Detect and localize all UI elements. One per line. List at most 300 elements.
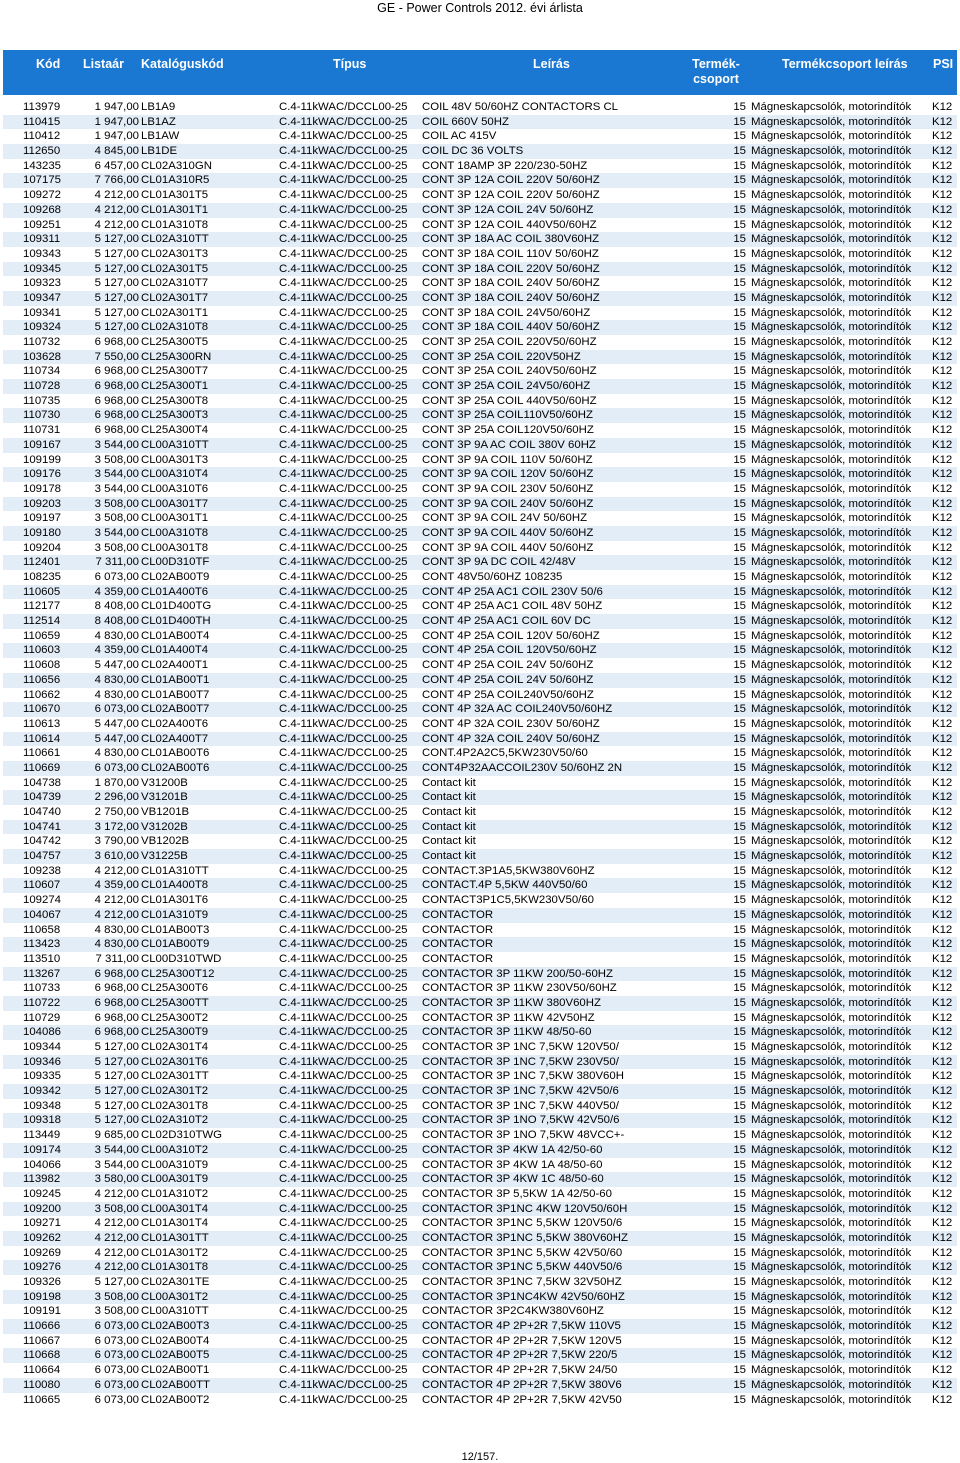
cell-leiras: CONT 3P 25A COIL 240V50/60HZ <box>422 365 597 378</box>
table-row <box>3 335 957 350</box>
table-row <box>3 688 957 703</box>
cell-psi: K12 <box>932 145 953 158</box>
table-row <box>3 1069 957 1084</box>
cell-termekcsoport-leiras: Mágneskapcsolók, motorindítók <box>751 996 912 1009</box>
cell-tipus: C.4-11kWAC/DCCL00-25 <box>279 732 408 745</box>
cell-termekcsoport-leiras: Mágneskapcsolók, motorindítók <box>751 938 912 951</box>
cell-listaar: 4 359,00 <box>94 644 139 657</box>
cell-leiras: CONTACTOR <box>422 938 494 951</box>
cell-termekcsoport: 15 <box>733 923 746 936</box>
cell-termekcsoport-leiras: Mágneskapcsolók, motorindítók <box>751 644 912 657</box>
cell-tipus: C.4-11kWAC/DCCL00-25 <box>279 1041 408 1053</box>
cell-kod: 110666 <box>23 1320 61 1333</box>
cell-katalogus: CL02A310T7 <box>141 277 209 290</box>
cell-leiras: CONTACTOR 3P 1NO 7,5KW 48VCC+- <box>422 1129 625 1142</box>
cell-termekcsoport: 15 <box>733 306 746 319</box>
cell-psi: K12 <box>932 806 953 818</box>
cell-leiras: CONTACTOR 3P 5,5KW 1A 42/50-60 <box>422 1187 612 1200</box>
cell-tipus: C.4-11kWAC/DCCL00-25 <box>279 747 408 760</box>
cell-tipus: C.4-11kWAC/DCCL00-25 <box>279 145 408 158</box>
cell-termekcsoport: 15 <box>733 879 746 892</box>
document-title: GE - Power Controls 2012. évi árlista <box>377 1 583 15</box>
table-row <box>3 1334 957 1349</box>
cell-tipus: C.4-11kWAC/DCCL00-25 <box>279 218 408 231</box>
cell-psi: K12 <box>932 380 953 393</box>
cell-psi: K12 <box>932 1349 953 1362</box>
cell-katalogus: CL25A300T9 <box>141 1026 209 1039</box>
cell-tipus: C.4-11kWAC/DCCL00-25 <box>279 1276 408 1288</box>
cell-termekcsoport-leiras: Mágneskapcsolók, motorindítók <box>751 1334 912 1347</box>
cell-termekcsoport-leiras: Mágneskapcsolók, motorindítók <box>751 1041 912 1053</box>
cell-termekcsoport-leiras: Mágneskapcsolók, motorindítók <box>751 806 912 818</box>
table-row <box>3 218 957 233</box>
cell-termekcsoport: 15 <box>733 380 746 393</box>
cell-katalogus: CL00A310T6 <box>141 482 209 495</box>
cell-listaar: 9 685,00 <box>94 1129 139 1142</box>
cell-tipus: C.4-11kWAC/DCCL00-25 <box>279 130 408 143</box>
cell-tipus: C.4-11kWAC/DCCL00-25 <box>279 1173 408 1186</box>
table-row <box>3 1113 957 1128</box>
table-row <box>3 453 957 468</box>
cell-listaar: 3 508,00 <box>94 1305 139 1318</box>
cell-tipus: C.4-11kWAC/DCCL00-25 <box>279 1393 408 1406</box>
cell-kod: 109269 <box>23 1246 62 1259</box>
cell-termekcsoport: 15 <box>733 482 746 495</box>
cell-listaar: 5 127,00 <box>94 306 139 319</box>
cell-psi: K12 <box>932 879 953 892</box>
table-row <box>3 820 957 835</box>
cell-psi: K12 <box>932 189 953 202</box>
cell-katalogus: VB1201B <box>141 806 190 818</box>
cell-leiras: CONTACTOR 3P 11KW 380V60HZ <box>422 996 601 1009</box>
cell-listaar: 6 968,00 <box>94 967 139 980</box>
cell-katalogus: V31202B <box>141 820 188 833</box>
cell-leiras: COIL 660V 50HZ <box>422 115 509 128</box>
cell-tipus: C.4-11kWAC/DCCL00-25 <box>279 982 408 995</box>
table-row <box>3 262 957 277</box>
cell-leiras: CONT 3P 18A COIL 110V 50/60HZ <box>422 247 599 260</box>
column-header-katalogus: Katalóguskód <box>141 57 224 71</box>
table-row <box>3 247 957 262</box>
cell-tipus: C.4-11kWAC/DCCL00-25 <box>279 850 408 863</box>
cell-termekcsoport-leiras: Mágneskapcsolók, motorindítók <box>751 189 912 202</box>
cell-psi: K12 <box>932 1334 953 1347</box>
cell-termekcsoport-leiras: Mágneskapcsolók, motorindítók <box>751 291 912 304</box>
table-row <box>3 159 957 174</box>
cell-psi: K12 <box>932 747 953 760</box>
cell-kod: 109311 <box>23 233 61 246</box>
cell-kod: 112650 <box>23 145 61 158</box>
cell-psi: K12 <box>932 1231 953 1244</box>
cell-leiras: CONTACTOR 3P 11KW 200/50-60HZ <box>422 967 613 980</box>
cell-termekcsoport: 15 <box>733 644 746 657</box>
cell-listaar: 3 544,00 <box>94 1158 139 1171</box>
cell-leiras: CONTACTOR <box>422 923 494 936</box>
cell-listaar: 5 127,00 <box>94 1099 139 1112</box>
cell-listaar: 3 508,00 <box>94 512 139 525</box>
cell-termekcsoport: 15 <box>733 1114 746 1127</box>
cell-leiras: CONT 4P 25A COIL 24V 50/60HZ <box>422 659 594 672</box>
cell-katalogus: CL01A310T2 <box>141 1187 209 1200</box>
cell-termekcsoport: 15 <box>733 115 746 128</box>
table-row <box>3 541 957 556</box>
table-row <box>3 144 957 159</box>
cell-kod: 110614 <box>23 732 61 745</box>
cell-tipus: C.4-11kWAC/DCCL00-25 <box>279 1305 408 1318</box>
cell-kod: 112177 <box>23 600 61 613</box>
cell-leiras: CONTACTOR 3P 1NC 7,5KW 42V50/6 <box>422 1085 619 1098</box>
cell-termekcsoport: 15 <box>733 776 746 789</box>
cell-termekcsoport: 15 <box>733 1011 746 1024</box>
table-row <box>3 379 957 394</box>
cell-termekcsoport: 15 <box>733 1129 746 1142</box>
cell-katalogus: CL02A301TT <box>141 1070 209 1083</box>
cell-kod: 112514 <box>23 615 61 628</box>
cell-tipus: C.4-11kWAC/DCCL00-25 <box>279 512 408 525</box>
cell-termekcsoport: 15 <box>733 1173 746 1186</box>
cell-termekcsoport-leiras: Mágneskapcsolók, motorindítók <box>751 850 912 863</box>
cell-termekcsoport: 15 <box>733 1026 746 1039</box>
cell-katalogus: LB1AZ <box>141 115 176 128</box>
table-row <box>3 599 957 614</box>
cell-katalogus: CL02A400T7 <box>141 732 209 745</box>
cell-termekcsoport-leiras: Mágneskapcsolók, motorindítók <box>751 1173 912 1186</box>
cell-termekcsoport: 15 <box>733 1041 746 1053</box>
cell-psi: K12 <box>932 908 953 921</box>
cell-listaar: 7 311,00 <box>95 952 139 965</box>
cell-katalogus: CL02A400T6 <box>141 717 209 730</box>
cell-termekcsoport: 15 <box>733 820 746 833</box>
cell-termekcsoport-leiras: Mágneskapcsolók, motorindítók <box>751 556 912 569</box>
cell-psi: K12 <box>932 864 953 877</box>
cell-listaar: 6 968,00 <box>94 365 139 378</box>
cell-psi: K12 <box>932 526 953 539</box>
cell-katalogus: CL00D310TWD <box>141 952 222 965</box>
cell-termekcsoport-leiras: Mágneskapcsolók, motorindítók <box>751 1378 912 1391</box>
cell-termekcsoport-leiras: Mágneskapcsolók, motorindítók <box>751 1246 912 1259</box>
cell-tipus: C.4-11kWAC/DCCL00-25 <box>279 1261 408 1274</box>
cell-kod: 113510 <box>23 952 61 965</box>
cell-termekcsoport: 15 <box>733 1070 746 1083</box>
cell-tipus: C.4-11kWAC/DCCL00-25 <box>279 1378 408 1391</box>
table-row <box>3 511 957 526</box>
cell-kod: 113449 <box>23 1129 61 1142</box>
cell-termekcsoport-leiras: Mágneskapcsolók, motorindítók <box>751 1026 912 1039</box>
cell-tipus: C.4-11kWAC/DCCL00-25 <box>279 321 408 334</box>
cell-tipus: C.4-11kWAC/DCCL00-25 <box>279 629 408 642</box>
cell-termekcsoport-leiras: Mágneskapcsolók, motorindítók <box>751 277 912 290</box>
cell-termekcsoport: 15 <box>733 982 746 995</box>
cell-listaar: 4 830,00 <box>94 629 139 642</box>
cell-kod: 109274 <box>23 894 62 907</box>
cell-psi: K12 <box>932 218 953 231</box>
cell-termekcsoport: 15 <box>733 336 746 348</box>
cell-katalogus: CL01A301T8 <box>141 1261 209 1274</box>
table-row <box>3 1055 957 1070</box>
cell-psi: K12 <box>932 776 953 789</box>
cell-termekcsoport: 15 <box>733 262 746 275</box>
cell-katalogus: CL25A300T5 <box>141 336 209 348</box>
cell-katalogus: CL02A301T4 <box>141 1041 209 1053</box>
cell-psi: K12 <box>932 130 953 143</box>
cell-listaar: 6 968,00 <box>94 336 139 348</box>
cell-leiras: CONT 3P 12A COIL 220V 50/60HZ <box>422 174 600 187</box>
cell-listaar: 4 212,00 <box>94 1217 139 1230</box>
cell-termekcsoport-leiras: Mágneskapcsolók, motorindítók <box>751 1129 912 1142</box>
table-header <box>3 50 957 95</box>
cell-kod: 109345 <box>23 262 62 275</box>
cell-termekcsoport: 15 <box>733 732 746 745</box>
cell-listaar: 6 968,00 <box>94 982 139 995</box>
cell-kod: 109180 <box>23 526 62 539</box>
cell-psi: K12 <box>932 761 953 774</box>
cell-katalogus: V31201B <box>141 791 188 804</box>
cell-leiras: CONT 3P 18A COIL 240V 50/60HZ <box>422 291 600 304</box>
cell-tipus: C.4-11kWAC/DCCL00-25 <box>279 159 408 172</box>
cell-psi: K12 <box>932 1217 953 1230</box>
cell-tipus: C.4-11kWAC/DCCL00-25 <box>279 526 408 539</box>
cell-leiras: CONT 18AMP 3P 220/230-50HZ <box>422 159 588 172</box>
cell-kod: 109272 <box>23 189 62 202</box>
cell-termekcsoport-leiras: Mágneskapcsolók, motorindítók <box>751 380 912 393</box>
cell-termekcsoport: 15 <box>733 747 746 760</box>
table-row <box>3 203 957 218</box>
cell-psi: K12 <box>932 894 953 907</box>
cell-psi: K12 <box>932 820 953 833</box>
cell-psi: K12 <box>932 497 953 510</box>
cell-tipus: C.4-11kWAC/DCCL00-25 <box>279 761 408 774</box>
cell-termekcsoport-leiras: Mágneskapcsolók, motorindítók <box>751 615 912 628</box>
cell-psi: K12 <box>932 1011 953 1024</box>
cell-termekcsoport-leiras: Mágneskapcsolók, motorindítók <box>751 159 912 172</box>
cell-psi: K12 <box>932 1129 953 1142</box>
cell-listaar: 3 544,00 <box>94 1143 139 1156</box>
cell-kod: 110669 <box>23 761 61 774</box>
cell-termekcsoport-leiras: Mágneskapcsolók, motorindítók <box>751 497 912 510</box>
cell-listaar: 8 408,00 <box>94 600 139 613</box>
cell-leiras: Contact kit <box>422 806 476 818</box>
table-row <box>3 306 957 321</box>
cell-listaar: 3 544,00 <box>94 438 139 451</box>
cell-listaar: 3 508,00 <box>94 541 139 554</box>
cell-termekcsoport: 15 <box>733 1158 746 1171</box>
cell-termekcsoport-leiras: Mágneskapcsolók, motorindítók <box>751 1099 912 1112</box>
cell-kod: 104741 <box>23 820 62 833</box>
cell-kod: 110661 <box>23 747 61 760</box>
column-header-leiras: Leírás <box>533 57 570 71</box>
cell-leiras: CONTACTOR 3P1NC 5,5KW 42V50/60 <box>422 1246 623 1259</box>
cell-psi: K12 <box>932 967 953 980</box>
cell-kod: 109198 <box>23 1290 62 1303</box>
cell-tipus: C.4-11kWAC/DCCL00-25 <box>279 585 408 598</box>
cell-termekcsoport: 15 <box>733 468 746 481</box>
table-row <box>3 482 957 497</box>
cell-tipus: C.4-11kWAC/DCCL00-25 <box>279 571 408 583</box>
cell-termekcsoport: 15 <box>733 438 746 451</box>
cell-tipus: C.4-11kWAC/DCCL00-25 <box>279 174 408 187</box>
cell-katalogus: CL00A301T1 <box>141 512 209 525</box>
cell-termekcsoport-leiras: Mágneskapcsolók, motorindítók <box>751 908 912 921</box>
cell-kod: 109197 <box>23 512 62 525</box>
cell-termekcsoport-leiras: Mágneskapcsolók, motorindítók <box>751 482 912 495</box>
cell-termekcsoport-leiras: Mágneskapcsolók, motorindítók <box>751 1290 912 1303</box>
cell-termekcsoport-leiras: Mágneskapcsolók, motorindítók <box>751 1114 912 1127</box>
cell-tipus: C.4-11kWAC/DCCL00-25 <box>279 1320 408 1333</box>
cell-tipus: C.4-11kWAC/DCCL00-25 <box>279 453 408 466</box>
cell-katalogus: CL00A301T9 <box>141 1173 209 1186</box>
cell-termekcsoport-leiras: Mágneskapcsolók, motorindítók <box>751 262 912 275</box>
cell-termekcsoport-leiras: Mágneskapcsolók, motorindítók <box>751 1231 912 1244</box>
cell-psi: K12 <box>932 1320 953 1333</box>
cell-leiras: Contact kit <box>422 820 476 833</box>
table-row <box>3 497 957 512</box>
table-row <box>3 952 957 967</box>
cell-psi: K12 <box>932 541 953 554</box>
cell-listaar: 1 947,00 <box>94 130 139 143</box>
cell-termekcsoport-leiras: Mágneskapcsolók, motorindítók <box>751 1011 912 1024</box>
cell-psi: K12 <box>932 982 953 995</box>
cell-termekcsoport-leiras: Mágneskapcsolók, motorindítók <box>751 982 912 995</box>
cell-katalogus: CL02AB00T6 <box>141 761 210 774</box>
cell-listaar: 3 544,00 <box>94 526 139 539</box>
cell-tipus: C.4-11kWAC/DCCL00-25 <box>279 1070 408 1083</box>
cell-tipus: C.4-11kWAC/DCCL00-25 <box>279 1246 408 1259</box>
cell-psi: K12 <box>932 629 953 642</box>
table-row <box>3 1246 957 1261</box>
cell-psi: K12 <box>932 791 953 804</box>
table-row <box>3 1202 957 1217</box>
cell-kod: 110603 <box>23 644 61 657</box>
cell-termekcsoport-leiras: Mágneskapcsolók, motorindítók <box>751 453 912 466</box>
cell-tipus: C.4-11kWAC/DCCL00-25 <box>279 468 408 481</box>
cell-termekcsoport: 15 <box>733 952 746 965</box>
cell-kod: 110608 <box>23 659 61 672</box>
cell-listaar: 5 127,00 <box>94 1276 139 1288</box>
cell-termekcsoport: 15 <box>733 600 746 613</box>
cell-listaar: 7 311,00 <box>95 556 139 569</box>
cell-tipus: C.4-11kWAC/DCCL00-25 <box>279 923 408 936</box>
cell-kod: 113267 <box>23 967 61 980</box>
cell-tipus: C.4-11kWAC/DCCL00-25 <box>279 615 408 628</box>
cell-termekcsoport-leiras: Mágneskapcsolók, motorindítók <box>751 526 912 539</box>
table-row <box>3 805 957 820</box>
cell-termekcsoport-leiras: Mágneskapcsolók, motorindítók <box>751 409 912 422</box>
cell-kod: 109191 <box>23 1305 62 1318</box>
cell-psi: K12 <box>932 350 953 363</box>
cell-psi: K12 <box>932 644 953 657</box>
cell-termekcsoport-leiras: Mágneskapcsolók, motorindítók <box>751 218 912 231</box>
cell-termekcsoport: 15 <box>733 203 746 216</box>
table-row <box>3 570 957 585</box>
table-row <box>3 967 957 982</box>
cell-kod: 104757 <box>23 850 62 863</box>
cell-termekcsoport-leiras: Mágneskapcsolók, motorindítók <box>751 394 912 407</box>
cell-kod: 113982 <box>23 1173 61 1186</box>
cell-kod: 104739 <box>23 791 62 804</box>
cell-leiras: CONTACTOR 3P1NC 5,5KW 440V50/6 <box>422 1261 623 1274</box>
cell-psi: K12 <box>932 1055 953 1068</box>
table-row <box>3 673 957 688</box>
cell-termekcsoport-leiras: Mágneskapcsolók, motorindítók <box>751 1055 912 1068</box>
cell-psi: K12 <box>932 1099 953 1112</box>
cell-termekcsoport: 15 <box>733 556 746 569</box>
cell-katalogus: CL00A301T7 <box>141 497 209 510</box>
cell-katalogus: CL00A310TT <box>141 1305 209 1318</box>
cell-termekcsoport: 15 <box>733 1349 746 1362</box>
cell-listaar: 5 127,00 <box>94 262 139 275</box>
cell-termekcsoport-leiras: Mágneskapcsolók, motorindítók <box>751 776 912 789</box>
cell-termekcsoport: 15 <box>733 996 746 1009</box>
cell-termekcsoport: 15 <box>733 145 746 158</box>
cell-termekcsoport: 15 <box>733 277 746 290</box>
cell-katalogus: CL00A310T8 <box>141 526 209 539</box>
cell-psi: K12 <box>932 703 953 716</box>
cell-tipus: C.4-11kWAC/DCCL00-25 <box>279 644 408 657</box>
cell-leiras: CONTACTOR 3P 4KW 1A 48/50-60 <box>422 1158 603 1171</box>
cell-leiras: CONTACTOR 3P 1NC 7,5KW 230V50/ <box>422 1055 619 1068</box>
cell-leiras: CONTACTOR 3P1NC 7,5KW 32V50HZ <box>422 1276 622 1288</box>
cell-termekcsoport-leiras: Mágneskapcsolók, motorindítók <box>751 1364 912 1377</box>
cell-leiras: CONTACTOR 4P 2P+2R 7,5KW 24/50 <box>422 1364 618 1377</box>
cell-listaar: 4 212,00 <box>94 203 139 216</box>
cell-psi: K12 <box>932 1393 953 1406</box>
cell-termekcsoport-leiras: Mágneskapcsolók, motorindítók <box>751 541 912 554</box>
table-row <box>3 717 957 732</box>
cell-katalogus: CL01AB00T6 <box>141 747 210 760</box>
cell-termekcsoport: 15 <box>733 806 746 818</box>
cell-termekcsoport: 15 <box>733 688 746 701</box>
cell-tipus: C.4-11kWAC/DCCL00-25 <box>279 1202 408 1215</box>
cell-listaar: 5 127,00 <box>94 1114 139 1127</box>
cell-tipus: C.4-11kWAC/DCCL00-25 <box>279 938 408 951</box>
cell-psi: K12 <box>932 482 953 495</box>
cell-leiras: CONTACTOR 3P1NC 5,5KW 380V60HZ <box>422 1231 628 1244</box>
cell-psi: K12 <box>932 996 953 1009</box>
cell-leiras: CONTACTOR 3P1NC4KW 42V50/60HZ <box>422 1290 625 1303</box>
cell-tipus: C.4-11kWAC/DCCL00-25 <box>279 365 408 378</box>
cell-termekcsoport-leiras: Mágneskapcsolók, motorindítók <box>751 879 912 892</box>
cell-tipus: C.4-11kWAC/DCCL00-25 <box>279 776 408 789</box>
cell-leiras: CONT4P32AACCOIL230V 50/60HZ 2N <box>422 761 623 774</box>
cell-listaar: 6 968,00 <box>94 380 139 393</box>
cell-tipus: C.4-11kWAC/DCCL00-25 <box>279 556 408 569</box>
table-row <box>3 937 957 952</box>
cell-listaar: 5 447,00 <box>94 732 139 745</box>
cell-leiras: CONTACTOR <box>422 908 494 921</box>
cell-kod: 110664 <box>23 1364 61 1377</box>
cell-termekcsoport-leiras: Mágneskapcsolók, motorindítók <box>751 1349 912 1362</box>
cell-psi: K12 <box>932 688 953 701</box>
table-row <box>3 629 957 644</box>
cell-tipus: C.4-11kWAC/DCCL00-25 <box>279 291 408 304</box>
cell-leiras: CONT 4P 25A AC1 COIL 48V 50HZ <box>422 600 603 613</box>
table-row <box>3 1128 957 1143</box>
cell-listaar: 4 830,00 <box>94 688 139 701</box>
cell-psi: K12 <box>932 262 953 275</box>
cell-katalogus: VB1202B <box>141 835 190 848</box>
cell-termekcsoport-leiras: Mágneskapcsolók, motorindítók <box>751 1261 912 1274</box>
cell-termekcsoport-leiras: Mágneskapcsolók, motorindítók <box>751 820 912 833</box>
cell-listaar: 6 073,00 <box>94 1378 139 1391</box>
cell-leiras: CONTACTOR 3P 1NO 7,5KW 42V50/6 <box>422 1114 620 1127</box>
cell-termekcsoport: 15 <box>733 908 746 921</box>
cell-tipus: C.4-11kWAC/DCCL00-25 <box>279 600 408 613</box>
cell-psi: K12 <box>932 468 953 481</box>
cell-kod: 109178 <box>23 482 62 495</box>
cell-termekcsoport-leiras: Mágneskapcsolók, motorindítók <box>751 101 912 113</box>
cell-psi: K12 <box>932 321 953 334</box>
cell-termekcsoport: 15 <box>733 717 746 730</box>
